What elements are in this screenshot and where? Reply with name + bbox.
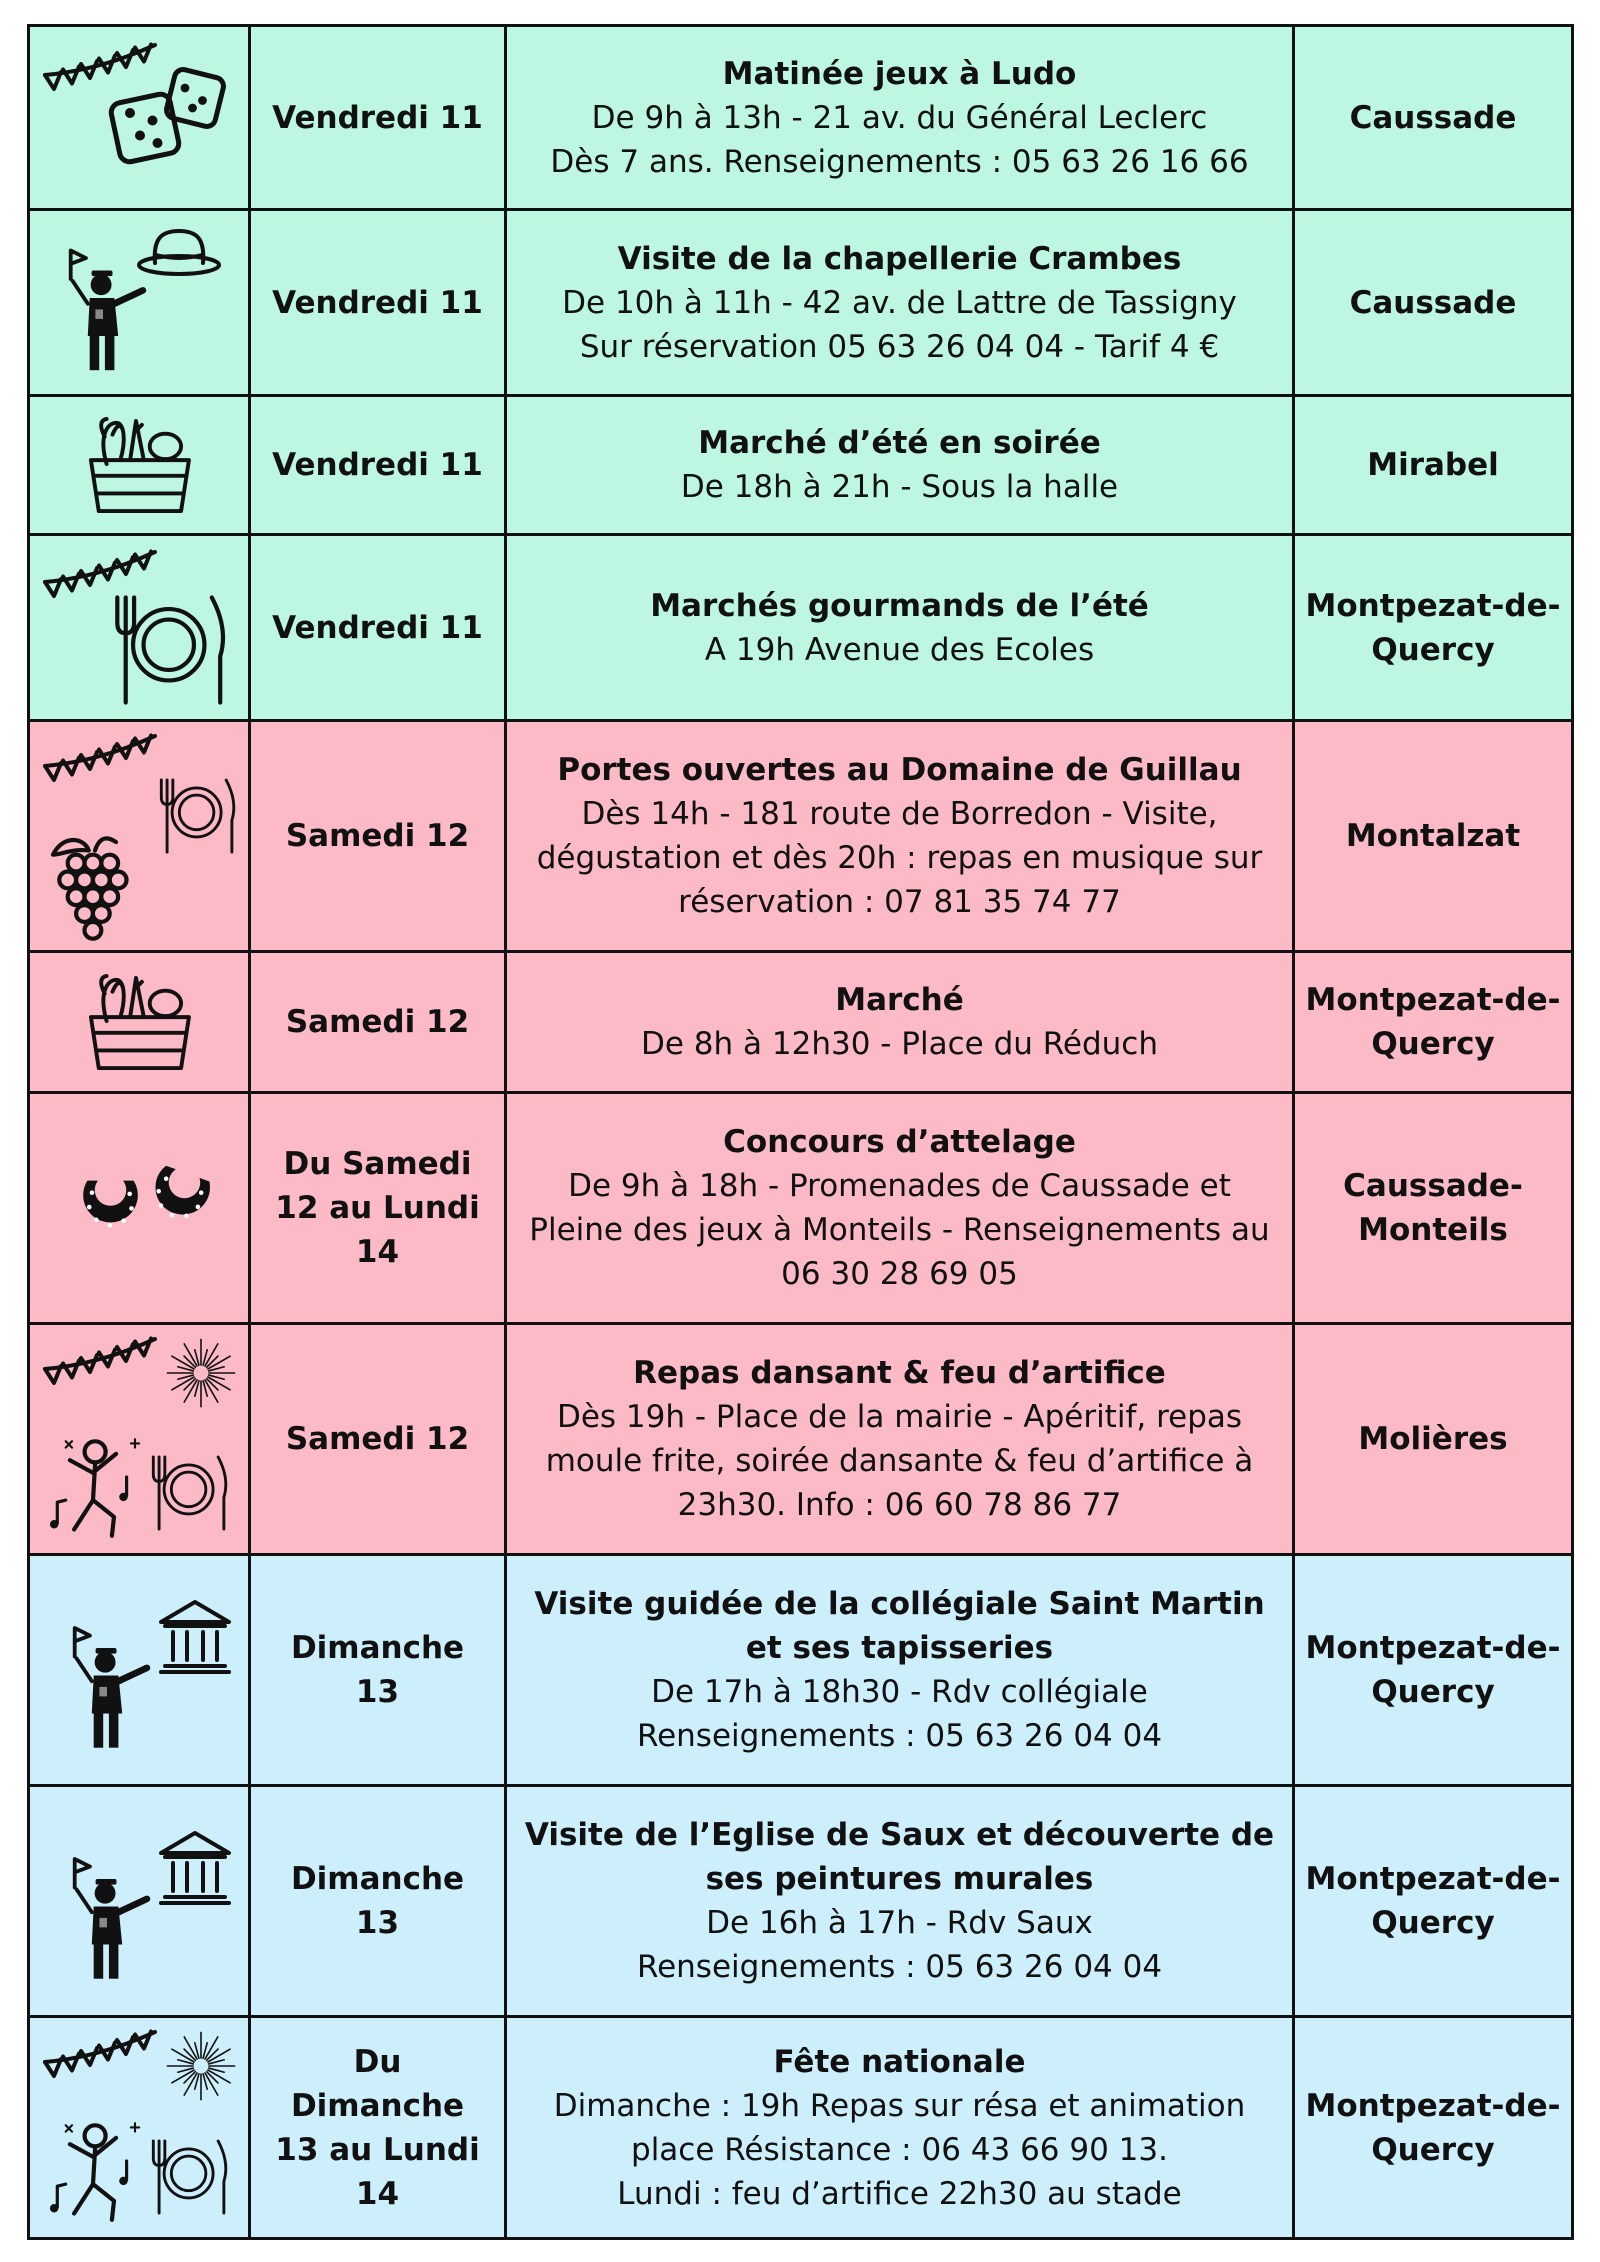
event-title: Portes ouvertes au Domaine de Guillau xyxy=(557,752,1242,788)
event-place: Caussade-Monteils xyxy=(1292,1094,1571,1322)
event-detail-line: Dès 19h - Place de la mairie - Apéritif, repas moule frite, soirée dansante & feu d’artifice à 23h30. Info : 06 60 78 86 77 xyxy=(545,1399,1254,1523)
event-date: Du Dimanche 13 au Lundi 14 xyxy=(248,2018,504,2237)
bunting-icon xyxy=(45,45,155,90)
fireworks-icon xyxy=(167,2032,234,2099)
plate-cutlery-icon xyxy=(153,1457,225,1529)
event-place: Montpezat-de-Quercy xyxy=(1292,1556,1571,1784)
event-place: Montpezat-de-Quercy xyxy=(1292,536,1571,719)
event-title: Repas dansant & feu d’artifice xyxy=(633,1355,1166,1391)
market-basket-icon xyxy=(91,419,189,511)
event-place: Caussade xyxy=(1292,211,1571,394)
event-icons xyxy=(30,722,248,950)
grapes-icon xyxy=(53,838,127,938)
event-title: Marché d’été en soirée xyxy=(698,425,1101,461)
event-title: Matinée jeux à Ludo xyxy=(722,55,1077,92)
event-detail-line: De 8h à 12h30 - Place du Réduch xyxy=(641,1026,1158,1062)
monument-icon xyxy=(161,1602,229,1672)
plate-cutlery-icon xyxy=(117,598,223,703)
event-detail-line: De 9h à 13h - 21 av. du Général Leclerc xyxy=(591,99,1208,136)
event-icons xyxy=(30,1325,248,1553)
dancer-icon xyxy=(50,1439,139,1536)
plate-cutlery-icon xyxy=(153,2141,225,2213)
event-place: Molières xyxy=(1292,1325,1571,1553)
guide-person-icon xyxy=(75,1628,147,1748)
dancer-icon xyxy=(50,2123,139,2220)
event-icons xyxy=(30,1787,248,2015)
event-row xyxy=(27,208,1574,397)
event-icons xyxy=(30,397,248,533)
horseshoe-icon xyxy=(83,1164,213,1227)
event-date: Dimanche 13 xyxy=(248,1787,504,2015)
event-detail-line: De 16h à 17h - Rdv Saux xyxy=(706,1905,1093,1941)
event-row xyxy=(27,1322,1574,1556)
event-description xyxy=(504,1556,1292,1784)
event-description xyxy=(504,1787,1292,2015)
event-description xyxy=(504,722,1292,950)
bunting-icon xyxy=(45,2032,155,2077)
event-row xyxy=(27,533,1574,722)
event-detail-line: Lundi : feu d’artifice 22h30 au stade xyxy=(617,2175,1182,2212)
event-icons xyxy=(30,1556,248,1784)
bunting-icon xyxy=(45,736,155,781)
event-description xyxy=(504,397,1292,533)
event-title: Visite de la chapellerie Crambes xyxy=(617,240,1182,277)
event-detail-line: De 17h à 18h30 - Rdv collégiale xyxy=(651,1674,1148,1710)
dice-icon xyxy=(109,68,225,164)
event-detail-line: Dès 14h - 181 route de Borredon - Visite, dégustation et dès 20h : repas en musique sur réservation : 07 81 35 74 77 xyxy=(536,796,1263,920)
event-icons xyxy=(30,27,248,208)
event-icons xyxy=(30,2018,248,2237)
bunting-icon xyxy=(45,1339,155,1384)
event-row xyxy=(27,950,1574,1094)
event-title: Fête nationale xyxy=(773,2043,1026,2080)
event-description xyxy=(504,1094,1292,1322)
event-place: Mirabel xyxy=(1292,397,1571,533)
bunting-icon xyxy=(45,552,155,597)
event-date: Du Samedi 12 au Lundi 14 xyxy=(248,1094,504,1322)
event-title: Visite guidée de la collégiale Saint Martin et ses tapisseries xyxy=(534,1586,1265,1666)
event-detail-line: Dès 7 ans. Renseignements : 05 63 26 16 66 xyxy=(550,143,1249,180)
event-place: Montpezat-de-Quercy xyxy=(1292,1787,1571,2015)
event-detail-line: De 10h à 11h - 42 av. de Lattre de Tassigny xyxy=(562,284,1237,321)
event-place: Montpezat-de-Quercy xyxy=(1292,953,1571,1091)
event-date: Dimanche 13 xyxy=(248,1556,504,1784)
event-date: Samedi 12 xyxy=(248,722,504,950)
event-date: Vendredi 11 xyxy=(248,397,504,533)
event-detail-line: A 19h Avenue des Ecoles xyxy=(704,631,1095,668)
event-row xyxy=(27,394,1574,536)
fireworks-icon xyxy=(167,1339,234,1406)
event-detail-line: Sur réservation 05 63 26 04 04 - Tarif 4 € xyxy=(579,328,1220,365)
event-detail-line: Renseignements : 05 63 26 04 04 xyxy=(636,1949,1163,1985)
event-place: Montalzat xyxy=(1292,722,1571,950)
event-place: Montpezat-de-Quercy xyxy=(1292,2018,1571,2237)
event-icons xyxy=(30,536,248,719)
event-date: Vendredi 11 xyxy=(248,211,504,394)
event-description xyxy=(504,953,1292,1091)
event-date: Samedi 12 xyxy=(248,1325,504,1553)
event-detail-line: De 9h à 18h - Promenades de Caussade et Pleine des jeux à Monteils - Renseignements au 06 30 28 69 05 xyxy=(529,1168,1270,1292)
event-row xyxy=(27,1553,1574,1787)
event-icons xyxy=(30,1094,248,1322)
event-place: Caussade xyxy=(1292,27,1571,208)
event-row xyxy=(27,1091,1574,1325)
event-date: Vendredi 11 xyxy=(248,27,504,208)
event-description xyxy=(504,536,1292,719)
hat-icon xyxy=(139,231,219,274)
event-date: Vendredi 11 xyxy=(248,536,504,719)
event-title: Marché xyxy=(835,982,964,1018)
event-description xyxy=(504,1325,1292,1553)
event-title: Visite de l’Eglise de Saux et découverte de ses peintures murales xyxy=(524,1817,1275,1897)
plate-cutlery-icon xyxy=(161,780,233,852)
event-detail-line: Renseignements : 05 63 26 04 04 xyxy=(636,1718,1163,1754)
event-detail-line: De 18h à 21h - Sous la halle xyxy=(680,469,1119,505)
event-row xyxy=(27,2015,1574,2240)
event-title: Marchés gourmands de l’été xyxy=(650,587,1149,624)
event-icons xyxy=(30,953,248,1091)
event-date: Samedi 12 xyxy=(248,953,504,1091)
event-row xyxy=(27,24,1574,211)
event-description xyxy=(504,211,1292,394)
event-detail-line: Dimanche : 19h Repas sur résa et animation place Résistance : 06 43 66 90 13. xyxy=(553,2087,1246,2168)
event-icons xyxy=(30,211,248,394)
event-description xyxy=(504,2018,1292,2237)
event-title: Concours d’attelage xyxy=(723,1124,1076,1160)
market-basket-icon xyxy=(91,976,189,1068)
event-description xyxy=(504,27,1292,208)
guide-person-icon xyxy=(71,251,143,371)
monument-icon xyxy=(161,1833,229,1903)
events-table xyxy=(27,24,1574,2240)
event-row xyxy=(27,719,1574,953)
guide-person-icon xyxy=(75,1859,147,1979)
event-row xyxy=(27,1784,1574,2018)
